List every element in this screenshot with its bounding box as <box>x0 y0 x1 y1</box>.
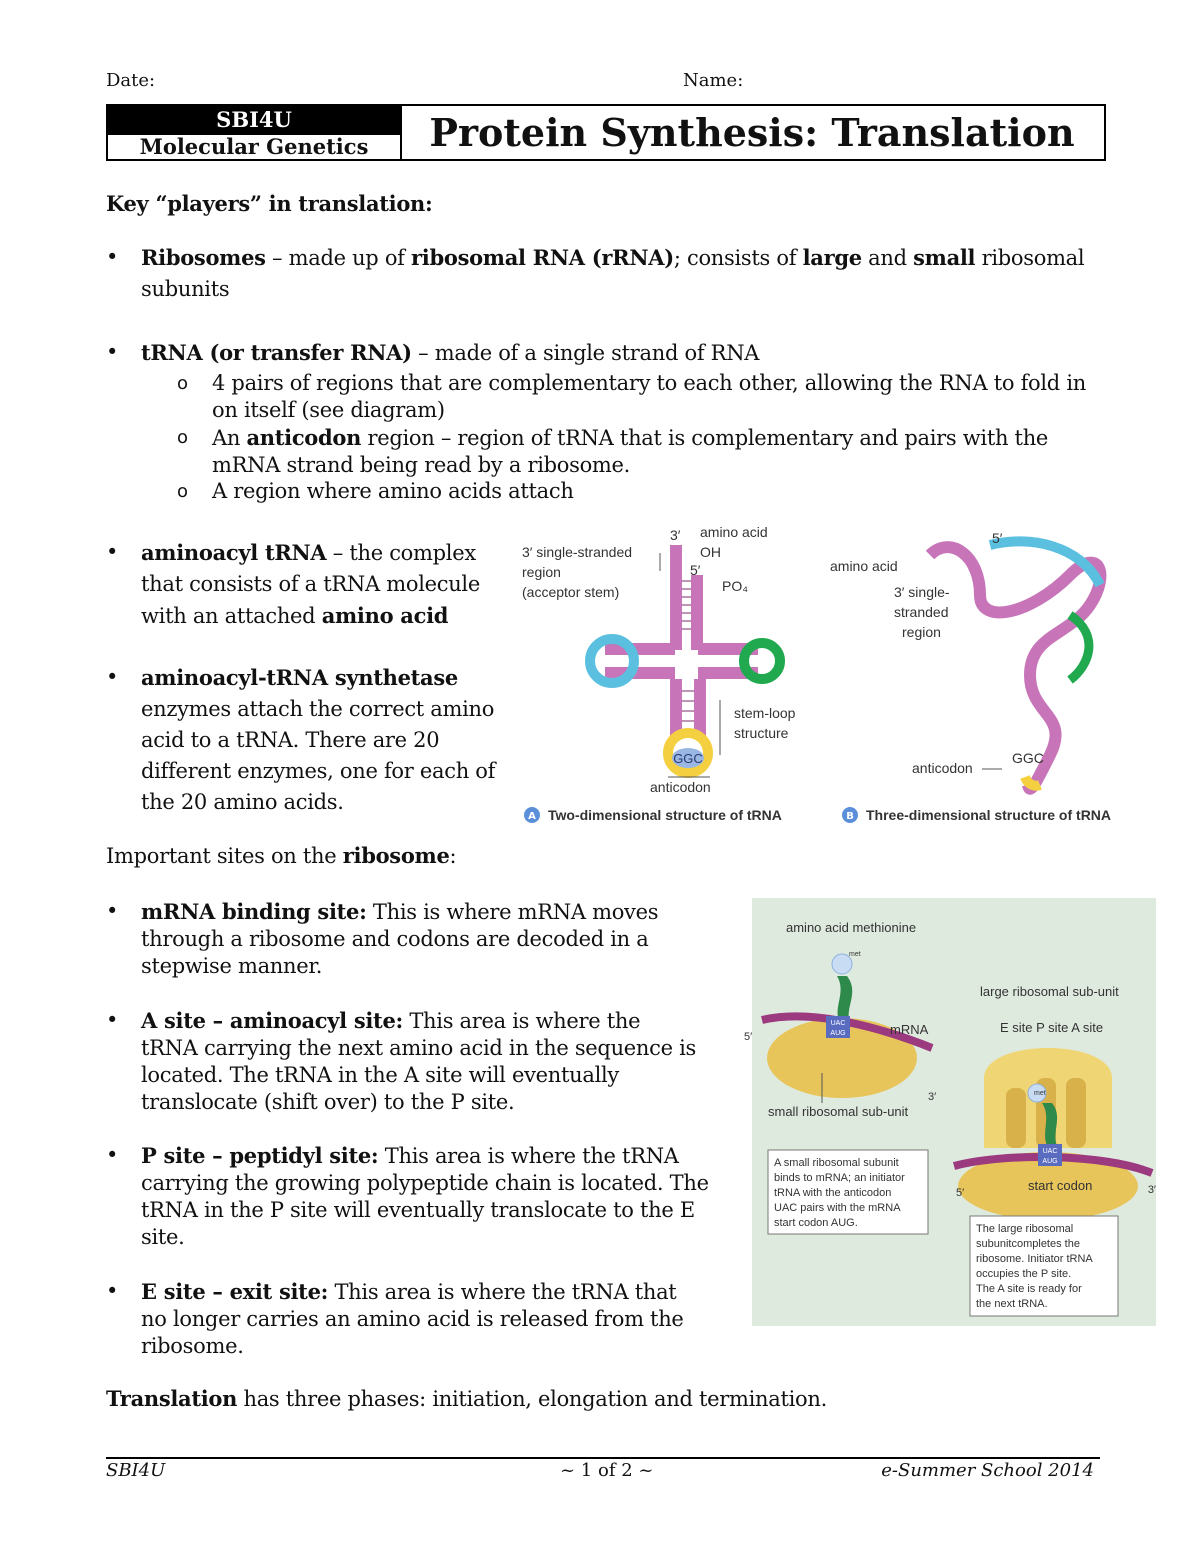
text: This area is where the tRNA <box>378 1144 679 1168</box>
text: site. <box>141 1225 185 1249</box>
footer-rule <box>106 1457 1100 1459</box>
term-ribosomes: Ribosomes <box>141 245 266 270</box>
acceptor-stem-left <box>670 545 682 650</box>
text: carrying the growing polypeptide chain is located. The <box>141 1171 709 1195</box>
date-label: Date: <box>106 70 156 91</box>
label-single-stranded-1: 3′ single-stranded <box>522 544 633 560</box>
label-single-b-3: region <box>902 624 941 640</box>
label-mrna: mRNA <box>890 1022 929 1037</box>
label-5prime-b: 5′ <box>992 530 1003 546</box>
text: that consists of a tRNA molecule <box>141 572 480 596</box>
text: tRNA in the P site will eventually translocate to the E <box>141 1198 695 1222</box>
label-single-stranded-2: region <box>522 564 561 580</box>
text: o A region where amino acids attach <box>212 479 574 503</box>
label-amino-acid: amino acid <box>700 524 768 540</box>
label-single-b-1: 3′ single- <box>894 584 950 600</box>
text: – made up of <box>265 246 412 270</box>
list-item-e-site <box>106 1278 716 1360</box>
term-translation: Translation <box>106 1386 238 1411</box>
text: An <box>212 426 247 450</box>
caption-3d: Three-dimensional structure of tRNA <box>866 807 1112 823</box>
label-small-subunit: small ribosomal sub-unit <box>768 1104 909 1119</box>
label-3-b: 3′ <box>1147 1184 1156 1196</box>
text: no longer carries an amino acid is released from the <box>141 1307 684 1331</box>
label-oh: OH <box>700 544 721 560</box>
text: Important sites on the <box>106 844 343 868</box>
term-p-site: P site – peptidyl site: <box>141 1143 379 1168</box>
title-bar <box>106 104 1106 161</box>
text: o 4 pairs of regions that are complementary to each other, allowing the RNA to fold in <box>212 371 1086 395</box>
list-item-synthetase <box>106 662 506 818</box>
caption-2d: Two-dimensional structure of tRNA <box>548 807 782 823</box>
text: acid to a tRNA. There are 20 <box>141 728 440 752</box>
trna-2d-diagram <box>522 524 796 823</box>
text: This is where mRNA moves <box>366 900 659 924</box>
text: translocate (shift over) to the P site. <box>141 1090 515 1114</box>
trna-structure-figure <box>510 515 1160 835</box>
key-players-heading: Key “players” in translation: <box>106 191 433 216</box>
label-met-2: met <box>1034 1090 1046 1097</box>
box2-line: occupies the P site. <box>976 1268 1072 1280</box>
text: : <box>449 844 457 868</box>
label-3-a: 3′ <box>928 1091 937 1103</box>
text: has three phases: initiation, elongation and termination. <box>237 1387 827 1411</box>
box2-line: The A site is ready for <box>976 1283 1082 1295</box>
text: through a ribosome and codons are decoded in a <box>141 927 649 951</box>
term-amino-acid: amino acid <box>321 603 449 628</box>
label-start-codon: start codon <box>1028 1178 1093 1193</box>
label-anticodon-b: anticodon <box>912 760 973 776</box>
label-sites: E site P site A site <box>1000 1020 1104 1035</box>
sites-heading <box>106 842 456 870</box>
aug-codon-2: AUG <box>1042 1158 1058 1165</box>
label-5prime: 5′ <box>690 562 701 578</box>
text: and <box>861 246 914 270</box>
text: – made of a single strand of RNA <box>411 341 760 365</box>
text: This area is where the <box>402 1009 641 1033</box>
translation-summary <box>106 1385 827 1413</box>
term-mrna-site: mRNA binding site: <box>141 899 367 924</box>
text: the 20 amino acids. <box>141 790 344 814</box>
t-loop <box>744 643 780 679</box>
term-aminoacyl-trna: aminoacyl tRNA <box>141 540 327 565</box>
box2-line: The large ribosomal <box>976 1223 1074 1235</box>
list-item-trna <box>106 339 1136 367</box>
text: ribosome. <box>141 1334 244 1358</box>
course-code: SBI4U <box>108 106 400 134</box>
term-synthetase: aminoacyl-tRNA synthetase <box>141 665 458 690</box>
text: ribosomal <box>975 246 1085 270</box>
text: located. The tRNA in the A site will eventually <box>141 1063 619 1087</box>
text: stepwise manner. <box>141 954 323 978</box>
box1-line: start codon AUG. <box>774 1217 858 1229</box>
label-amino-acid-b: amino acid <box>830 558 898 574</box>
label-amino-methionine: amino acid methionine <box>786 920 917 935</box>
box1-line: tRNA with the anticodon <box>774 1187 892 1199</box>
uac-codon-2: UAC <box>1042 1148 1058 1155</box>
label-5-a: 5′ <box>744 1031 753 1043</box>
badge-b-text: B <box>846 811 854 822</box>
footer-right: e-Summer School 2014 <box>881 1460 1094 1481</box>
footer-page: ~ 1 of 2 ~ <box>560 1460 654 1481</box>
sub-item-amino-attach <box>180 478 574 505</box>
text: tRNA carrying the next amino acid in the sequence is <box>141 1036 696 1060</box>
list-item-aminoacyl <box>106 537 506 632</box>
trna-3d-diagram <box>830 530 1111 823</box>
list-item-p-site <box>106 1142 716 1251</box>
label-stem-loop-1: stem-loop <box>734 705 796 721</box>
box2-line: subunitcompletes the <box>976 1238 1080 1250</box>
text: different enzymes, one for each of <box>141 759 496 783</box>
text: with an attached <box>141 604 322 628</box>
label-5-b: 5′ <box>956 1187 965 1199</box>
anticodon-seq-b: GGC <box>1012 750 1044 766</box>
box2-line: ribosome. Initiator tRNA <box>976 1253 1093 1265</box>
text: – the complex <box>326 541 476 565</box>
label-stem-loop-2: structure <box>734 725 789 741</box>
text: mRNA strand being read by a ribosome. <box>212 453 631 477</box>
text: subunits <box>141 277 230 301</box>
term-large: large <box>802 245 862 270</box>
anticodon-seq-a: GGC <box>673 751 703 766</box>
label-po4: PO₄ <box>722 578 748 594</box>
aug-codon-1: AUG <box>830 1030 846 1037</box>
box1-line: A small ribosomal subunit <box>774 1157 899 1169</box>
term-rrna: ribosomal RNA (rRNA) <box>411 245 674 270</box>
name-label: Name: <box>683 70 744 91</box>
course-box <box>108 106 402 159</box>
uac-codon-1: UAC <box>830 1020 846 1027</box>
term-a-site: A site – aminoacyl site: <box>141 1008 403 1033</box>
text: ; consists of <box>673 246 803 270</box>
badge-a-text: A <box>528 811 536 822</box>
box1-line: UAC pairs with the mRNA <box>774 1202 901 1214</box>
label-met-1: met <box>849 951 861 958</box>
label-large-subunit: large ribosomal sub-unit <box>980 984 1119 999</box>
term-e-site: E site – exit site: <box>141 1279 329 1304</box>
box1-line: binds to mRNA; an initiator <box>774 1172 905 1184</box>
text: on itself (see diagram) <box>212 398 445 422</box>
label-anticodon: anticodon <box>650 779 711 795</box>
list-item-mrna-site <box>106 898 716 980</box>
term-small: small <box>913 245 976 270</box>
unit-name: Molecular Genetics <box>108 134 400 160</box>
text: enzymes attach the correct amino <box>141 697 495 721</box>
term-ribosome: ribosome <box>342 843 450 868</box>
text: This area is where the tRNA that <box>328 1280 677 1304</box>
ribosome-figure <box>744 898 1156 1326</box>
box2-line: the next tRNA. <box>976 1298 1048 1310</box>
sub-item-complementary <box>180 370 1086 424</box>
list-item-ribosomes <box>106 244 1136 303</box>
term-anticodon: anticodon <box>246 425 362 450</box>
label-single-b-2: stranded <box>894 604 949 620</box>
footer-left: SBI4U <box>106 1460 166 1481</box>
page-title: Protein Synthesis: Translation <box>429 110 1075 155</box>
term-trna: tRNA (or transfer RNA) <box>141 340 412 365</box>
label-single-stranded-3: (acceptor stem) <box>522 584 620 600</box>
list-item-a-site <box>106 1007 716 1116</box>
acceptor-stem-right <box>691 575 703 650</box>
label-3prime: 3′ <box>670 527 681 543</box>
text: region – region of tRNA that is complementary and pairs with the <box>361 426 1049 450</box>
sub-item-anticodon <box>180 424 1048 479</box>
